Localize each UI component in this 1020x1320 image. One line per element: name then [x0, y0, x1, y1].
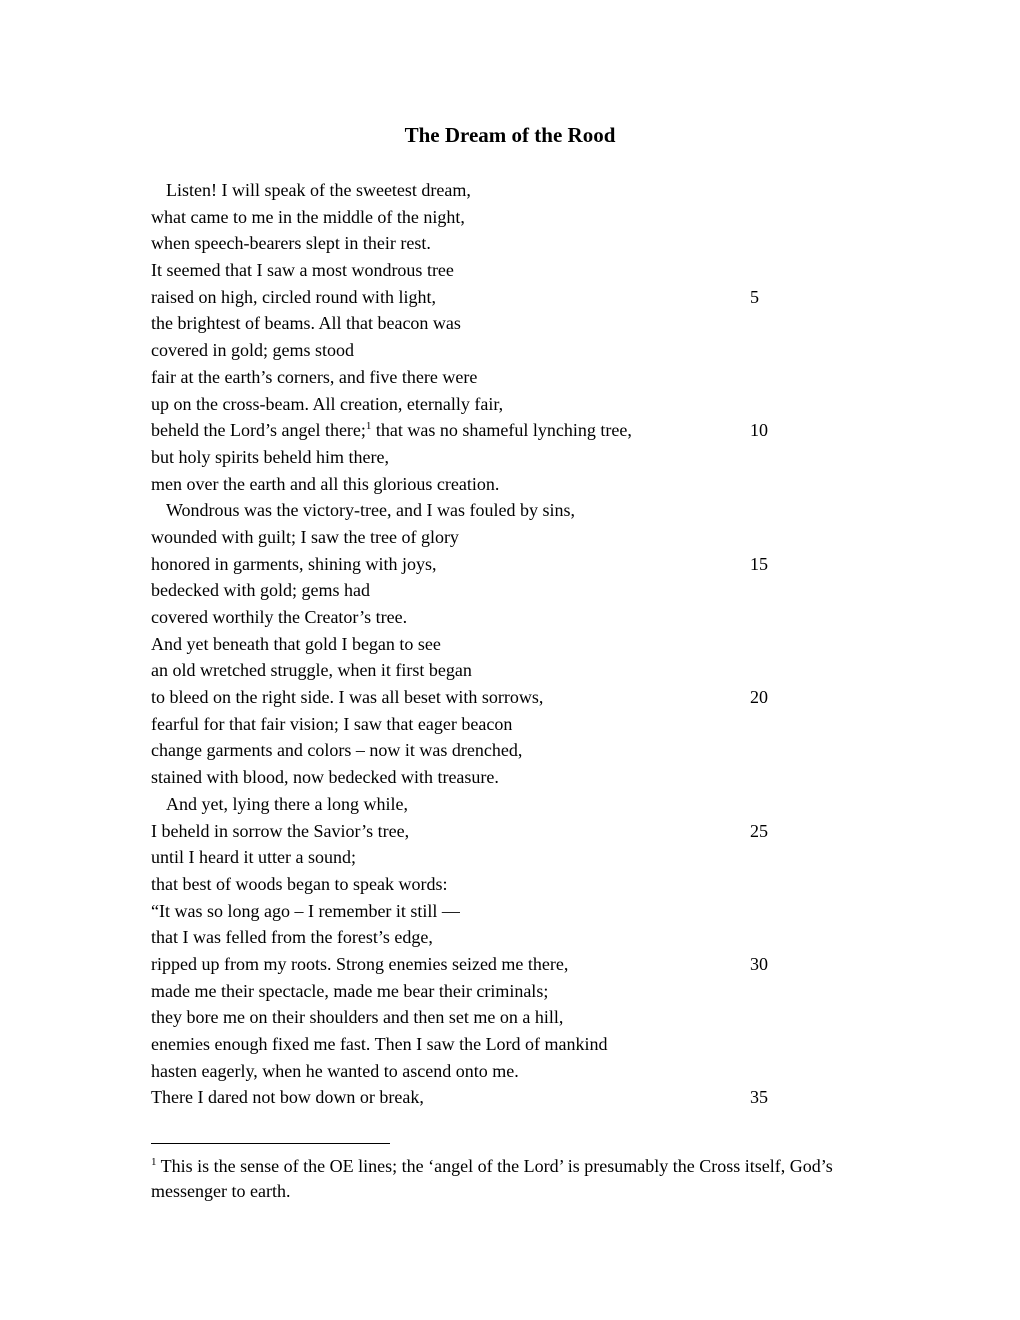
poem-line-content: until I heard it utter a sound;	[151, 847, 356, 868]
poem-line-text	[151, 180, 471, 200]
poem-body	[151, 177, 791, 1111]
poem-line	[151, 1031, 791, 1058]
poem-line-content: raised on high, circled round with light,	[151, 286, 436, 307]
poem-line	[151, 657, 791, 684]
poem-line-text	[151, 500, 575, 520]
poem-line-content: ripped up from my roots. Strong enemies seized me there,	[151, 953, 569, 974]
poem-line-text	[151, 1061, 519, 1081]
poem-line-content: men over the earth and all this glorious creation.	[151, 473, 500, 494]
poem-line-text	[151, 634, 441, 654]
poem-line-text	[151, 287, 436, 307]
poem-line-content: that best of woods began to speak words:	[151, 873, 448, 894]
poem-line	[151, 791, 791, 818]
poem-line	[151, 951, 791, 978]
poem-line	[151, 1084, 791, 1111]
poem-line	[151, 551, 791, 578]
poem-line-text	[151, 740, 522, 760]
poem-line-content: hasten eagerly, when he wanted to ascend onto me.	[151, 1060, 519, 1081]
poem-line-content: up on the cross-beam. All creation, eternally fair,	[151, 393, 504, 414]
poem-line	[151, 844, 791, 871]
poem-line-content: Wondrous was the victory-tree, and I was fouled by sins,	[166, 500, 575, 521]
poem-line-content: an old wretched struggle, when it first began	[151, 660, 472, 681]
poem-line-text	[151, 821, 409, 841]
poem-line	[151, 1004, 791, 1031]
line-number: 35	[750, 1087, 768, 1108]
poem-line-text	[151, 580, 370, 600]
poem-line-continuation: that was no shameful lynching tree,	[371, 420, 632, 441]
poem-line-content: stained with blood, now bedecked with treasure.	[151, 767, 499, 788]
poem-line	[151, 257, 791, 284]
poem-line-text	[151, 1007, 563, 1027]
poem-line-content: And yet, lying there a long while,	[166, 793, 408, 814]
poem-line-content: made me their spectacle, made me bear their criminals;	[151, 980, 549, 1001]
poem-line-content: enemies enough fixed me fast. Then I saw the Lord of mankind	[151, 1034, 608, 1054]
poem-line-content: beheld the Lord’s angel there;	[151, 420, 366, 441]
poem-line-text	[151, 660, 472, 680]
poem-line-content: And yet beneath that gold I began to see	[151, 633, 441, 654]
poem-line	[151, 524, 791, 551]
poem-line	[151, 604, 791, 631]
poem-line-text	[151, 981, 548, 1001]
poem-line-text	[151, 367, 477, 387]
poem-line-content: what came to me in the middle of the night,	[151, 206, 465, 227]
poem-line-content: I beheld in sorrow the Savior’s tree,	[151, 820, 410, 841]
poem-line	[151, 497, 791, 524]
poem-line-content: but holy spirits beheld him there,	[151, 446, 389, 467]
poem-line-text	[151, 927, 433, 947]
poem-line	[151, 764, 791, 791]
footnote-text: This is the sense of the OE lines; the ‘angel of the Lord’ is presumably the Cross itself, God’s messenger to earth.	[151, 1156, 833, 1201]
line-number: 10	[750, 420, 768, 441]
poem-line-content: covered in gold; gems stood	[151, 340, 354, 361]
poem-line	[151, 978, 791, 1005]
poem-line-text	[151, 901, 460, 921]
poem-line-content: to bleed on the right side. I was all beset with sorrows,	[151, 687, 544, 708]
poem-line	[151, 444, 791, 471]
poem-line	[151, 364, 791, 391]
poem-line-text	[151, 794, 408, 814]
poem-line-content: the brightest of beams. All that beacon was	[151, 313, 461, 334]
poem-line-text	[151, 313, 461, 333]
poem-line-text	[151, 474, 499, 494]
poem-line-text	[151, 554, 436, 574]
poem-line	[151, 204, 791, 231]
poem-line-text	[151, 447, 389, 467]
poem-line-text	[151, 260, 454, 280]
poem-line	[151, 631, 791, 658]
poem-line-content: It seemed that I saw a most wondrous tree	[151, 260, 454, 281]
poem-line	[151, 684, 791, 711]
poem-line	[151, 711, 791, 738]
footnote-reference: 1	[365, 420, 372, 433]
poem-line-content: they bore me on their shoulders and then set me on a hill,	[151, 1007, 564, 1028]
poem-line-text	[151, 874, 447, 894]
poem-line-content: wounded with guilt; I saw the tree of glory	[151, 526, 459, 547]
line-number: 25	[750, 820, 768, 841]
poem-line	[151, 310, 791, 337]
poem-line-text	[151, 527, 459, 547]
line-number: 30	[750, 953, 768, 974]
poem-line	[151, 1058, 791, 1085]
page-title: The Dream of the Rood	[404, 123, 616, 147]
poem-line-text	[151, 340, 354, 360]
poem-line	[151, 818, 791, 845]
poem-line-content: bedecked with gold; gems had	[151, 580, 370, 601]
poem-line-text	[151, 1034, 608, 1054]
poem-line-content: fearful for that fair vision; I saw that eager beacon	[151, 713, 513, 734]
poem-line-text	[151, 420, 632, 440]
poem-line	[151, 898, 791, 925]
poem-line-content: honored in garments, shining with joys,	[151, 553, 437, 574]
poem-line-text	[151, 767, 499, 787]
poem-line-text	[151, 207, 465, 227]
line-number: 15	[750, 553, 768, 574]
poem-line-text	[151, 233, 431, 253]
poem-line	[151, 177, 791, 204]
poem-line	[151, 391, 791, 418]
poem-line	[151, 417, 791, 444]
poem-line	[151, 471, 791, 498]
poem-line-text	[151, 847, 356, 867]
poem-line	[151, 577, 791, 604]
poem-line-content: covered worthily the Creator’s tree.	[151, 607, 408, 627]
poem-line	[151, 924, 791, 951]
poem-line-text	[151, 607, 407, 627]
line-number: 20	[750, 687, 768, 708]
poem-line-text	[151, 954, 568, 974]
poem-line	[151, 871, 791, 898]
poem-line-content: fair at the earth’s corners, and five there were	[151, 366, 478, 387]
poem-line-text	[151, 1087, 424, 1107]
poem-line	[151, 284, 791, 311]
footnote-divider	[151, 1143, 390, 1144]
poem-line	[151, 337, 791, 364]
footnote-marker: 1	[151, 1156, 157, 1168]
poem-line-content: There I dared not bow down or break,	[151, 1087, 424, 1108]
poem-line-content: when speech-bearers slept in their rest.	[151, 233, 431, 254]
poem-line-content: Listen! I will speak of the sweetest dream,	[166, 180, 471, 200]
poem-line-text	[151, 714, 512, 734]
poem-line	[151, 230, 791, 257]
poem-line-text	[151, 687, 543, 707]
poem-line-content: that I was felled from the forest’s edge,	[151, 927, 433, 948]
poem-line	[151, 737, 791, 764]
poem-line-content: change garments and colors – now it was drenched,	[151, 740, 523, 761]
footnote	[151, 1154, 871, 1204]
poem-line-text	[151, 394, 503, 414]
poem-line-content: “It was so long ago – I remember it still —	[151, 900, 460, 921]
line-number: 5	[750, 286, 759, 307]
